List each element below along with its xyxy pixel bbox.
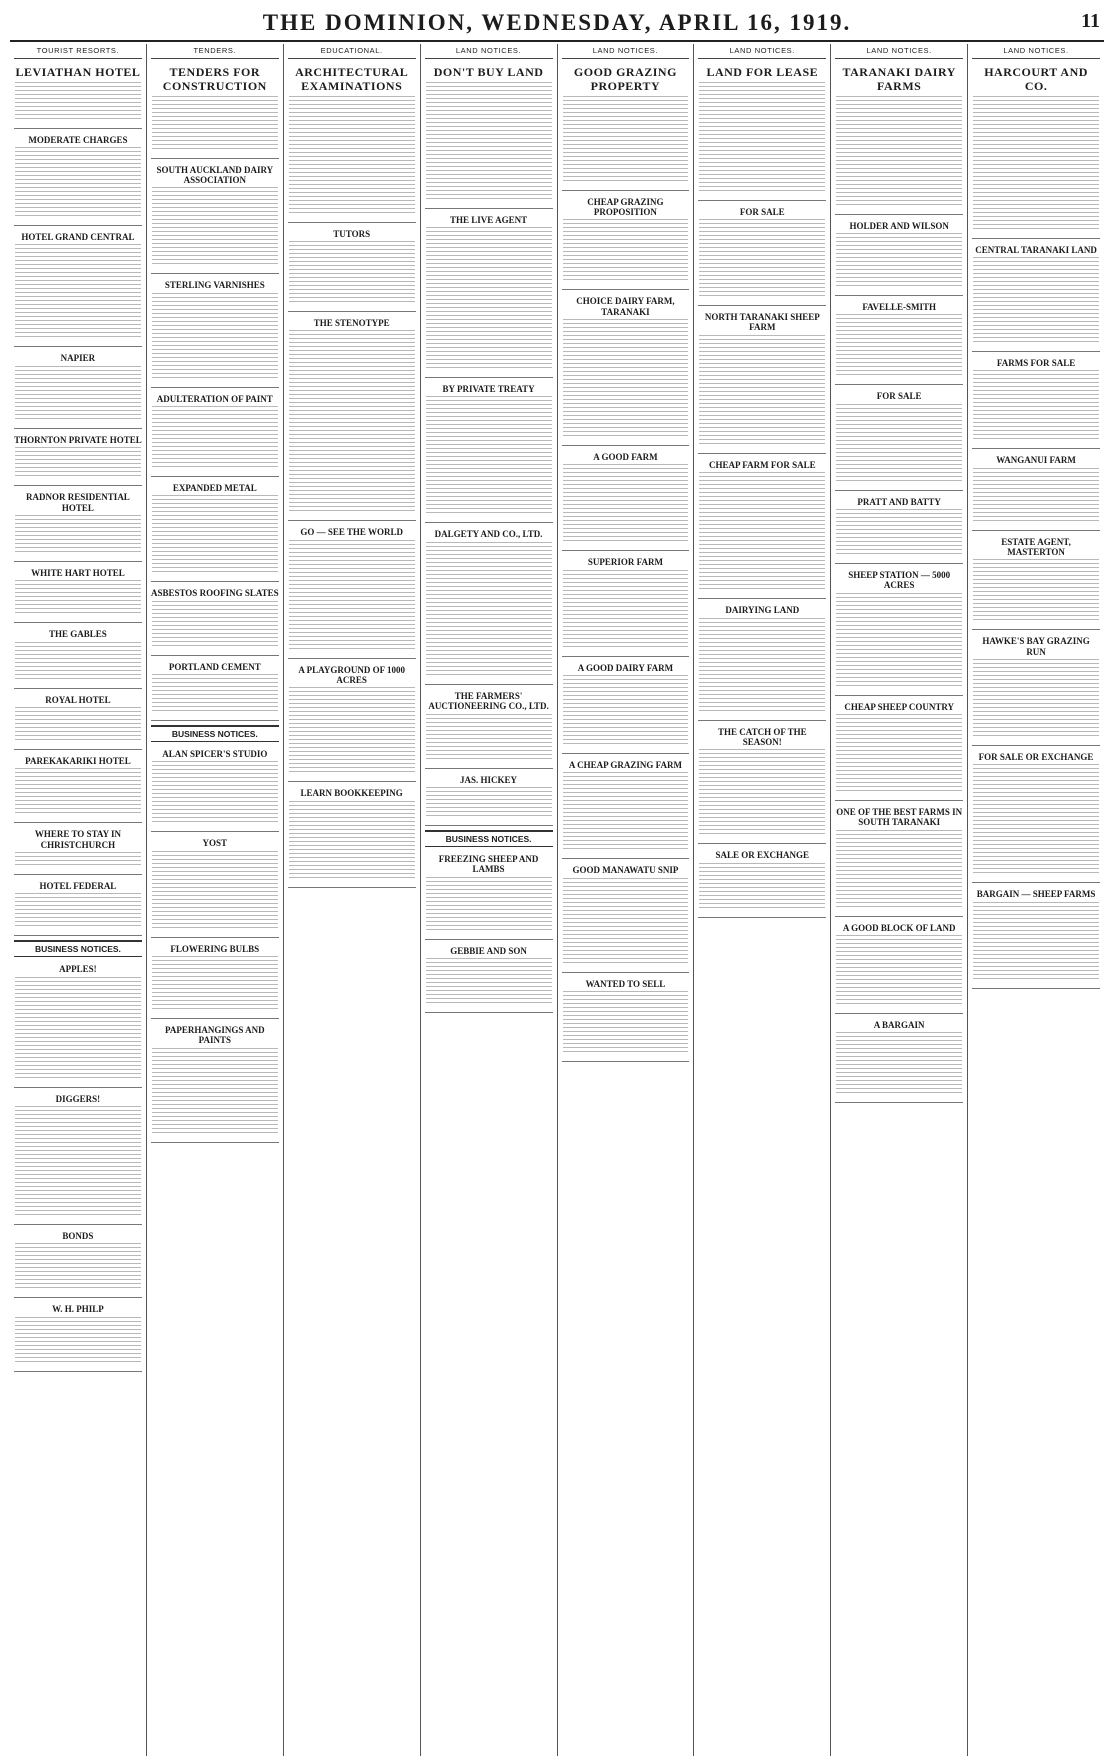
advertisement [151,585,279,655]
ad-fine-print [152,96,278,152]
ad-heading: MODERATE CHARGES [28,134,128,145]
ad-heading: ARCHITECTURAL EXAMINATIONS [295,65,409,93]
column-header: LAND NOTICES. [562,44,690,59]
advertisement [562,293,690,446]
ad-heading: DALGETY AND CO., LTD. [434,529,543,540]
ad-fine-print [836,96,962,208]
ad-heading: THE LIVE AGENT [450,214,528,225]
ad-heading: FAVELLE-SMITH [862,301,937,312]
ad-fine-print [699,863,825,911]
column-header: TOURIST RESORTS. [14,44,142,59]
ad-fine-print [836,593,962,689]
ad-fine-print [15,852,141,868]
ad-heading: PRATT AND BATTY [857,496,941,507]
advertisement [14,1228,142,1298]
ad-heading: HOTEL GRAND CENTRAL [21,232,135,243]
ad-fine-print [973,559,1099,623]
advertisement [288,315,416,521]
advertisement [698,63,826,201]
advertisement [151,277,279,387]
ad-fine-print [426,542,552,678]
ad-fine-print [152,601,278,649]
ad-fine-print [15,82,141,122]
advertisement [425,526,553,684]
ad-fine-print [973,659,1099,739]
ad-fine-print [15,768,141,816]
ad-fine-print [15,1106,141,1218]
ad-heading: PAREKAKARIKI HOTEL [25,755,131,766]
advertisement [562,194,690,291]
ad-heading: A GOOD BLOCK OF LAND [842,922,956,933]
advertisement [835,920,963,1014]
ad-fine-print [563,96,689,184]
ad-fine-print [15,447,141,479]
ad-heading: SOUTH AUCKLAND DAIRY ASSOCIATION [156,164,274,185]
advertisement [151,659,279,721]
advertisement [835,63,963,215]
ad-heading: CENTRAL TARANAKI LAND [975,244,1097,255]
ad-heading: FLOWERING BULBS [170,943,260,954]
ad-fine-print [973,764,1099,876]
column-5 [558,44,695,1756]
ad-heading: GOOD GRAZING PROPERTY [573,65,677,93]
advertisement [14,489,142,562]
ad-fine-print [15,147,141,219]
ad-heading: FOR SALE OR EXCHANGE [978,752,1094,762]
ad-heading: CHEAP GRAZING PROPOSITION [587,196,664,217]
ad-heading: HOLDER AND WILSON [849,220,949,231]
ad-fine-print [152,293,278,381]
advertisement [14,626,142,688]
ad-fine-print [426,82,552,202]
ad-heading: TARANAKI DAIRY FARMS [842,65,956,93]
ad-fine-print [563,219,689,283]
column-header: LAND NOTICES. [835,44,963,59]
advertisement [972,749,1100,883]
ad-fine-print [152,406,278,470]
advertisement [972,242,1100,352]
ad-fine-print [426,958,552,1006]
advertisement [972,63,1100,239]
advertisement [835,1017,963,1103]
column-header: LAND NOTICES. [972,44,1100,59]
columns-container [10,44,1104,1756]
advertisement [562,63,690,191]
advertisement [562,976,690,1062]
advertisement [151,835,279,937]
advertisement [835,218,963,296]
advertisement [698,204,826,306]
advertisement [288,785,416,887]
advertisement [972,355,1100,449]
ad-fine-print [563,675,689,747]
ad-fine-print [699,335,825,447]
ad-fine-print [289,687,415,775]
column-8 [968,44,1104,1756]
advertisement [698,309,826,454]
ad-fine-print [15,580,141,616]
ad-fine-print [836,830,962,910]
ad-heading: ONE OF THE BEST FARMS IN SOUTH TARANAKI [836,807,963,828]
advertisement [562,449,690,551]
ad-fine-print [563,319,689,439]
advertisement [698,602,826,720]
ad-fine-print [836,1032,962,1096]
ad-heading: LAND FOR LEASE [706,65,819,79]
ad-heading: WANGANUI FARM [996,455,1076,466]
advertisement [14,878,142,936]
advertisement [151,746,279,832]
ad-fine-print [15,707,141,743]
ad-heading: DON'T BUY LAND [433,65,544,79]
advertisement [288,524,416,658]
ad-fine-print [152,956,278,1012]
ad-fine-print [699,749,825,837]
ad-fine-print [15,642,141,682]
ad-heading: HARCOURT AND CO. [984,65,1088,93]
ad-heading: TUTORS [333,228,371,239]
advertisement [151,480,279,582]
ad-fine-print [426,227,552,371]
ad-fine-print [15,1317,141,1365]
ad-heading: THE CATCH OF THE SEASON! [718,726,807,747]
ad-heading: WHITE HART HOTEL [31,567,125,578]
ad-heading: CHEAP SHEEP COUNTRY [844,701,955,712]
ad-heading: CHEAP FARM FOR SALE [709,459,816,470]
advertisement [14,432,142,486]
column-6 [694,44,831,1756]
ad-fine-print [152,674,278,714]
ad-heading: BONDS [62,1230,94,1241]
ad-heading: NAPIER [60,353,96,364]
ad-fine-print [973,468,1099,524]
column-header: LAND NOTICES. [698,44,826,59]
advertisement [14,1301,142,1371]
ad-heading: DIGGERS! [55,1093,101,1104]
ad-fine-print [15,1243,141,1291]
advertisement [425,943,553,1013]
ad-heading: ASBESTOS ROOFING SLATES [150,588,279,599]
ad-fine-print [426,714,552,762]
ad-heading: APPLES! [59,964,97,975]
ad-heading: YOST [202,838,228,849]
advertisement [972,534,1100,631]
ad-fine-print [15,893,141,929]
ad-fine-print [152,1048,278,1136]
ad-fine-print [152,761,278,825]
ad-fine-print [563,464,689,544]
advertisement [972,886,1100,988]
advertisement [288,63,416,223]
ad-heading: PAPERHANGINGS AND PAINTS [165,1025,265,1046]
ad-heading: A GOOD FARM [593,451,658,462]
advertisement [14,1091,142,1225]
section-header: BUSINESS NOTICES. [425,830,553,847]
advertisement [14,63,142,129]
ad-fine-print [699,472,825,592]
ad-heading: ALAN SPICER'S STUDIO [162,749,268,759]
section-header: BUSINESS NOTICES. [151,725,279,742]
ad-heading: A CHEAP GRAZING FARM [568,760,682,770]
advertisement [425,772,553,826]
ad-heading: THE STENOTYPE [313,317,390,328]
ad-heading: CHOICE DAIRY FARM, TARANAKI [576,296,675,317]
ad-heading: A GOOD DAIRY FARM [577,662,674,673]
advertisement [835,804,963,917]
ad-heading: PORTLAND CEMENT [168,661,261,672]
ad-heading: THE FARMERS' AUCTIONEERING CO., LTD. [428,690,549,712]
ad-heading: A BARGAIN [873,1020,925,1031]
ad-heading: EXPANDED METAL [172,482,257,493]
advertisement [14,753,142,823]
advertisement [972,633,1100,746]
ad-heading: HAWKE'S BAY GRAZING RUN [982,636,1090,657]
advertisement [698,847,826,917]
advertisement [151,162,279,275]
advertisement [698,724,826,845]
advertisement [288,662,416,783]
section-header: BUSINESS NOTICES. [14,940,142,957]
ad-fine-print [152,187,278,267]
advertisement [14,229,142,347]
ad-fine-print [15,366,141,422]
masthead [10,6,1104,42]
advertisement [288,226,416,312]
ad-heading: SUPERIOR FARM [587,557,663,568]
ad-fine-print [836,404,962,484]
ad-heading: GEBBIE AND SON [450,945,527,956]
column-7 [831,44,968,1756]
advertisement [835,299,963,385]
ad-fine-print [563,991,689,1055]
column-header: EDUCATIONAL. [288,44,416,59]
ad-fine-print [563,878,689,966]
ad-fine-print [836,935,962,1007]
ad-fine-print [699,219,825,299]
ad-heading: ROYAL HOTEL [45,694,111,705]
ad-heading: THORNTON PRIVATE HOTEL [14,434,142,445]
ad-heading: GOOD MANAWATU SNIP [572,865,679,876]
advertisement [562,757,690,859]
ad-fine-print [699,82,825,194]
advertisement [425,381,553,523]
ad-heading: JAS. HICKEY [460,774,518,785]
ad-heading: FOR SALE [739,206,785,217]
ad-fine-print [973,370,1099,442]
ad-heading: WANTED TO SELL [585,978,666,989]
ad-fine-print [426,787,552,819]
ad-heading: HOTEL FEDERAL [39,880,117,891]
ad-heading: W. H. PHILP [52,1304,104,1315]
ad-heading: FARMS FOR SALE [996,357,1076,368]
ad-heading: TENDERS FOR CONSTRUCTION [162,65,267,93]
ad-fine-print [15,977,141,1081]
ad-fine-print [15,244,141,340]
ad-fine-print [563,772,689,852]
advertisement [562,862,690,972]
ad-heading: SALE OR EXCHANGE [715,850,810,861]
advertisement [972,452,1100,530]
advertisement [835,494,963,564]
ad-fine-print [289,96,415,216]
ad-heading: FREEZING SHEEP AND LAMBS [438,853,539,875]
ad-heading: BARGAIN — SHEEP FARMS [976,889,1096,900]
ad-heading: WHERE TO STAY IN CHRISTCHURCH [34,829,121,850]
advertisement [14,350,142,428]
column-header: TENDERS. [151,44,279,59]
ad-fine-print [426,396,552,516]
advertisement [562,554,690,656]
advertisement [425,688,553,769]
ad-fine-print [836,509,962,557]
advertisement [151,63,279,159]
ad-fine-print [973,902,1099,982]
column-header: LAND NOTICES. [425,44,553,59]
advertisement [425,851,553,940]
ad-heading: STERLING VARNISHES [164,280,265,291]
column-1 [10,44,147,1756]
advertisement [562,660,690,754]
ad-fine-print [836,714,962,794]
advertisement [425,212,553,378]
column-3 [284,44,421,1756]
ad-fine-print [289,801,415,881]
ad-heading: LEARN BOOKKEEPING [300,788,403,799]
advertisement [14,692,142,750]
ad-fine-print [152,851,278,931]
column-2 [147,44,284,1756]
advertisement [698,457,826,599]
ad-fine-print [152,495,278,575]
page-number: 11 [1081,10,1100,32]
advertisement [425,63,553,209]
ad-heading: DAIRYING LAND [725,605,800,616]
advertisement [14,961,142,1087]
ad-fine-print [699,618,825,714]
ad-heading: RADNOR RESIDENTIAL HOTEL [26,492,130,513]
ad-fine-print [289,540,415,652]
ad-fine-print [15,515,141,555]
ad-heading: FOR SALE [876,391,922,402]
ad-heading: ADULTERATION OF PAINT [156,393,273,404]
advertisement [151,1022,279,1143]
ad-heading: ESTATE AGENT, MASTERTON [1001,536,1071,557]
advertisement [835,567,963,696]
ad-heading: NORTH TARANAKI SHEEP FARM [704,312,820,333]
ad-fine-print [289,330,415,514]
ad-heading: BY PRIVATE TREATY [442,384,535,395]
ad-fine-print [426,877,552,933]
advertisement [14,826,142,875]
ad-fine-print [973,257,1099,345]
ad-heading: LEVIATHAN HOTEL [15,65,141,79]
advertisement [151,391,279,477]
ad-heading: SHEEP STATION — 5000 ACRES [848,569,951,591]
ad-fine-print [973,96,1099,232]
ad-fine-print [563,570,689,650]
advertisement [151,941,279,1019]
ad-heading: GO — SEE THE WORLD [300,527,404,538]
ad-fine-print [836,314,962,378]
ad-fine-print [836,233,962,289]
advertisement [835,388,963,490]
advertisement [835,699,963,801]
column-4 [421,44,558,1756]
ad-fine-print [289,241,415,305]
advertisement [14,565,142,623]
masthead-title: THE DOMINION, WEDNESDAY, APRIL 16, 1919. [262,10,852,35]
ad-heading: A PLAYGROUND OF 1000 ACRES [298,664,405,685]
advertisement [14,132,142,226]
ad-heading: THE GABLES [49,629,107,640]
